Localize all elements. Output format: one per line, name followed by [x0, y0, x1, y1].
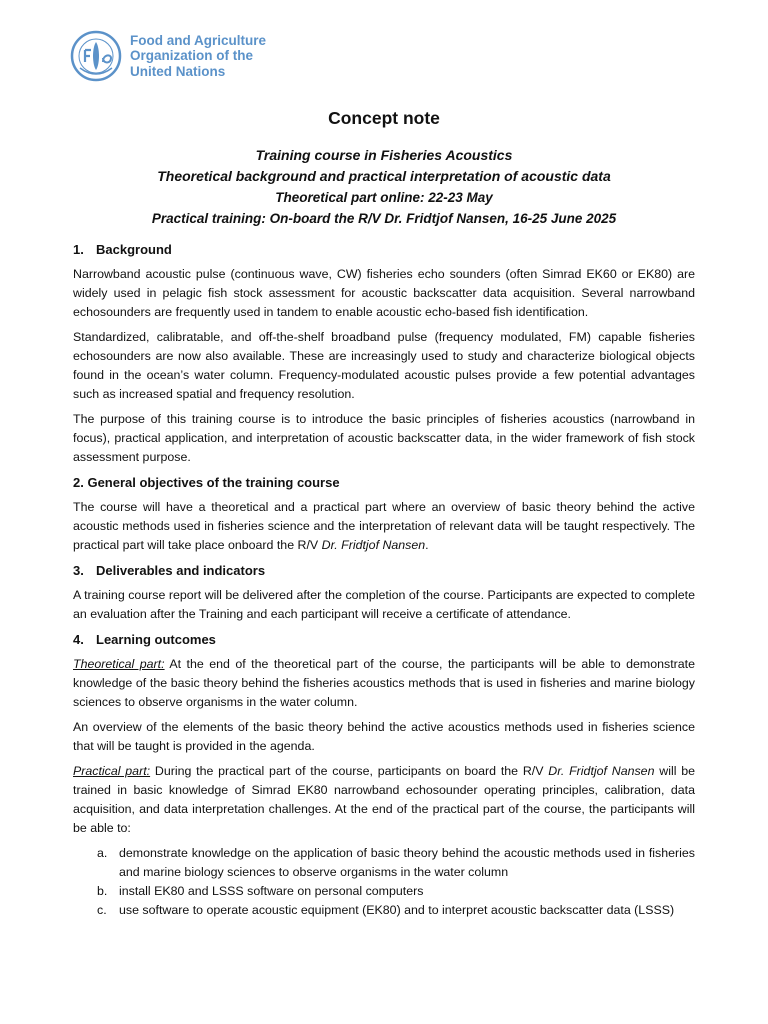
text-run: The course will have a theoretical and a practical part where an overview of basic theory behind the active acoustic methods used in fisheries science and the interpretation of relevant data will be taught respectively. The practical part will take place onboard the R/V [73, 500, 695, 552]
practical-dates: Practical training: On-board the R/V Dr. Fridtjof Nansen, 16-25 June 2025 [151, 211, 617, 226]
list-item [73, 882, 695, 901]
paragraph: A training course report will be delivered after the completion of the course. Participants are expected to complete an evaluation after the Training and each participant will receive a certificate of attendance. [73, 588, 695, 621]
section-title: Learning outcomes [96, 632, 216, 647]
fao-name-line: Food and Agriculture [130, 32, 266, 48]
document-title: Concept note [328, 108, 440, 128]
section-number: 3. [73, 563, 84, 578]
fao-emblem-icon [70, 30, 122, 82]
text-run: At the end of the theoretical part of the course, the participants will be able to demonstrate knowledge of the basic theory behind the fisheries acoustics methods that is used in fisheries and marine biology sciences to observe organisms in the water column. [73, 657, 696, 709]
list-item [73, 844, 695, 882]
fao-name-line: Organization of the [130, 48, 253, 64]
list-marker: a. [97, 846, 108, 860]
list-marker: b. [97, 884, 108, 898]
paragraph [73, 655, 695, 712]
title-block [0, 108, 768, 229]
fao-name-line: United Nations [130, 63, 226, 79]
vessel-name: Dr. Fridtjof Nansen [321, 538, 426, 552]
text-run: . [425, 538, 429, 552]
text-run: will be trained in basic knowledge of Simrad EK80 narrowband echosounder operating principles, calibration, data acquisition, and data interpretation challenges. At the end of the practical part of the course, the participants will be able to: [73, 764, 696, 835]
fao-name [130, 33, 266, 80]
fao-logo [70, 30, 266, 82]
paragraph: Narrowband acoustic pulse (continuous wave, CW) fisheries echo sounders (often Simrad EK60 or EK80) are widely used in pelagic fish stock assessment for acoustic backscatter data acquisition. Several narrowband echosounders are frequently used in tandem to enable acoustic echo-based fish identification. [73, 267, 695, 319]
section-heading-outcomes [73, 630, 695, 649]
section-heading-background [73, 240, 695, 259]
paragraph [73, 762, 695, 838]
theoretical-label: Theoretical part: [73, 657, 165, 671]
course-subtitle: Theoretical background and practical interpretation of acoustic data [157, 168, 611, 184]
outcome-list [73, 844, 695, 920]
paragraph: The purpose of this training course is to introduce the basic principles of fisheries acoustics (narrowband in focus), practical application, and interpretation of acoustic backscatter data, in the wider framework of fish stock assessment purpose. [73, 412, 695, 464]
vessel-name: Dr. Fridtjof Nansen [548, 764, 655, 778]
section-heading-objectives: 2. General objectives of the training course [73, 475, 340, 490]
list-item-text: install EK80 and LSSS software on personal computers [119, 884, 424, 898]
section-title: Background [96, 242, 172, 257]
section-heading-deliverables [73, 561, 695, 580]
practical-label: Practical part: [73, 764, 151, 778]
section-title: Deliverables and indicators [96, 563, 266, 578]
list-item-text: demonstrate knowledge on the application of basic theory behind the acoustic methods used in fisheries and marine biology sciences to observe organisms in the water column [119, 846, 695, 879]
document-body [73, 240, 695, 920]
section-number: 1. [73, 242, 84, 257]
section-number: 4. [73, 632, 84, 647]
list-item [73, 901, 695, 920]
paragraph [73, 498, 695, 555]
paragraph: Standardized, calibratable, and off-the-shelf broadband pulse (frequency modulated, FM) capable fisheries echosounders are now also available. These are increasingly used to study and characterize biological objects found in the ocean’s water column. Frequency-modulated acoustic pulses provide a few potential advantages such as increased spatial and frequency resolution. [73, 330, 695, 401]
list-marker: c. [97, 903, 107, 917]
paragraph: An overview of the elements of the basic theory behind the active acoustics methods used in fisheries science that will be taught is provided in the agenda. [73, 720, 695, 753]
text-run: During the practical part of the course, participants on board the R/V [150, 764, 549, 778]
theoretical-dates: Theoretical part online: 22-23 May [275, 190, 493, 205]
course-title: Training course in Fisheries Acoustics [255, 147, 513, 163]
list-item-text: use software to operate acoustic equipment (EK80) and to interpret acoustic backscatter data (LSSS) [119, 903, 675, 917]
